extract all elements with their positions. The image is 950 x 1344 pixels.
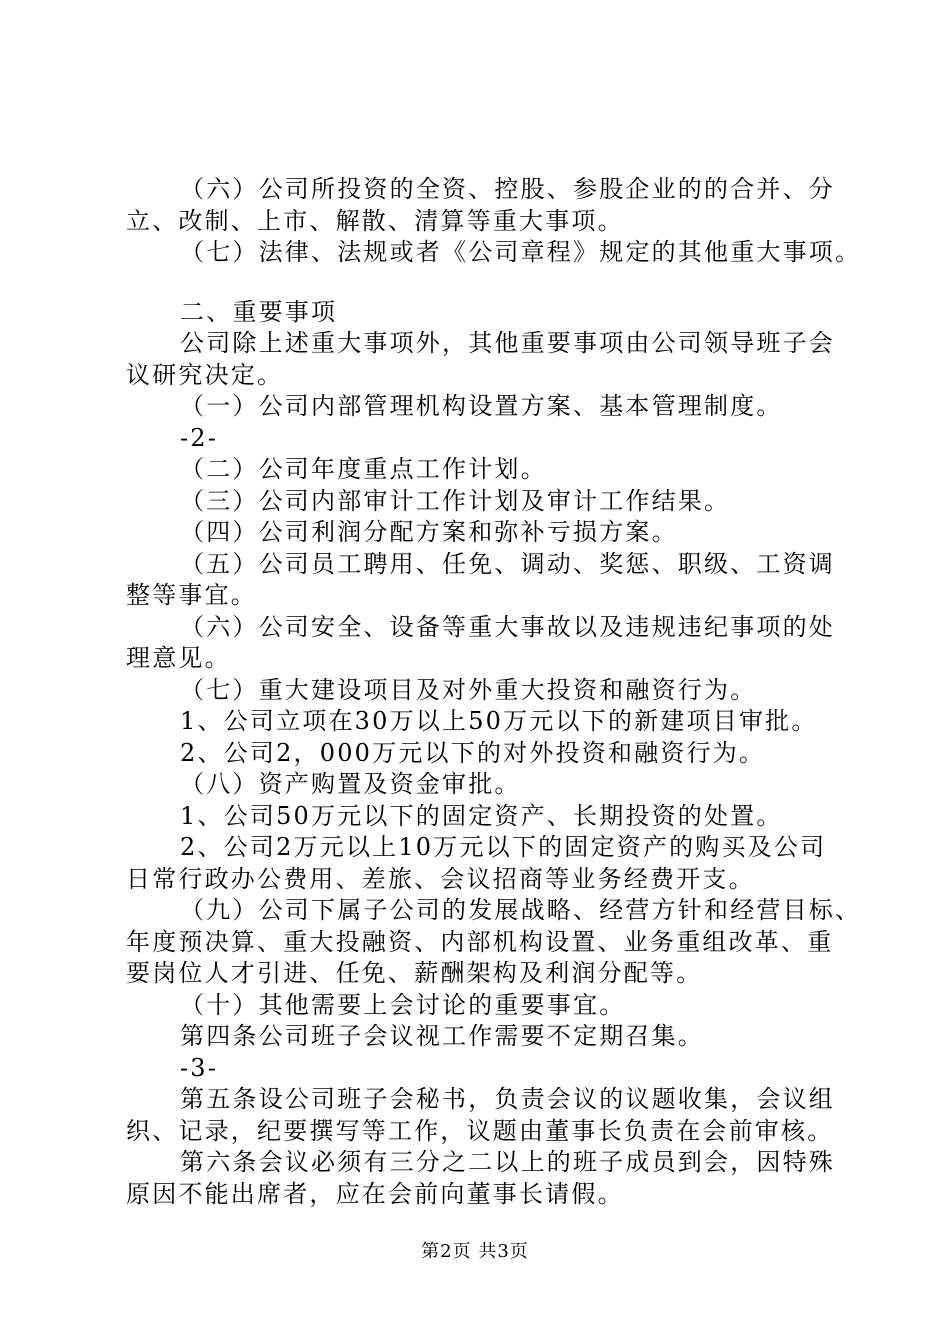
text-line: （五）公司员工聘用、任免、调动、奖惩、职级、工资调 xyxy=(180,549,835,578)
text-line: （八）资产购置及资金审批。 xyxy=(180,770,521,798)
text-line: （六）公司所投资的全资、控股、参股企业的的合并、分 xyxy=(180,175,835,203)
text-line: （七）法律、法规或者《公司章程》规定的其他重大事项。 xyxy=(180,238,862,266)
text-line: （九）公司下属子公司的发展战略、经营方针和经营目标、 xyxy=(180,896,862,924)
paragraph-block-major-items xyxy=(126,174,862,269)
page-footer: 第2页 共3页 xyxy=(421,1241,529,1262)
text-line: 公司除上述重大事项外，其他重要事项由公司领导班子会 xyxy=(180,329,835,357)
text-line: （七）重大建设项目及对外重大投资和融资行为。 xyxy=(180,675,757,704)
text-line: 立、改制、上市、解散、清算等重大事项。 xyxy=(126,206,624,235)
paragraph-block-important-items xyxy=(126,297,862,1211)
text-line: 第六条会议必须有三分之二以上的班子成员到会，因特殊 xyxy=(180,1148,835,1176)
text-line: 第四条公司班子会议视工作需要不定期召集。 xyxy=(180,1022,704,1050)
text-line: 原因不能出席者，应在会前向董事长请假。 xyxy=(126,1179,624,1208)
text-line: （三）公司内部审计工作计划及审计工作结果。 xyxy=(180,486,731,515)
text-line: 第五条设公司班子会秘书，负责会议的议题收集，会议组 xyxy=(180,1085,835,1113)
text-line: 要岗位人才引进、任免、薪酬架构及利润分配等。 xyxy=(126,959,703,987)
text-line: 1、公司立项在30万以上50万元以下的新建项目审批。 xyxy=(180,707,818,735)
text-line: （一）公司内部管理机构设置方案、基本管理制度。 xyxy=(180,392,783,420)
text-line: （六）公司安全、设备等重大事故以及违规违纪事项的处 xyxy=(180,612,835,641)
paragraph-gap xyxy=(126,269,836,297)
text-line: 日常行政办公费用、差旅、会议招商等业务经费开支。 xyxy=(126,864,755,893)
text-line: 2、公司2万元以上10万元以下的固定资产的购买及公司 xyxy=(180,833,827,861)
text-line: 年度预决算、重大投融资、内部机构设置、业务重组改革、重 xyxy=(126,927,834,956)
document-body xyxy=(126,174,862,1210)
text-line: （十）其他需要上会讨论的重要事宜。 xyxy=(180,990,626,1019)
text-line: 1、公司50万元以下的固定资产、长期投资的处置。 xyxy=(180,801,783,830)
text-line: 二、重要事项 xyxy=(180,297,338,326)
text-line: 议研究决定。 xyxy=(126,360,284,389)
text-line: 整等事宜。 xyxy=(126,581,257,609)
text-line: -2- xyxy=(180,423,219,452)
text-line: -3- xyxy=(180,1053,219,1082)
text-line: 理意见。 xyxy=(126,644,231,672)
text-line: （二）公司年度重点工作计划。 xyxy=(180,455,547,483)
text-line: （四）公司利润分配方案和弥补亏损方案。 xyxy=(180,518,678,546)
text-line: 织、记录，纪要撰写等工作，议题由董事长负责在会前审核。 xyxy=(126,1116,834,1145)
text-line: 2、公司2，000万元以下的对外投资和融资行为。 xyxy=(180,738,766,767)
